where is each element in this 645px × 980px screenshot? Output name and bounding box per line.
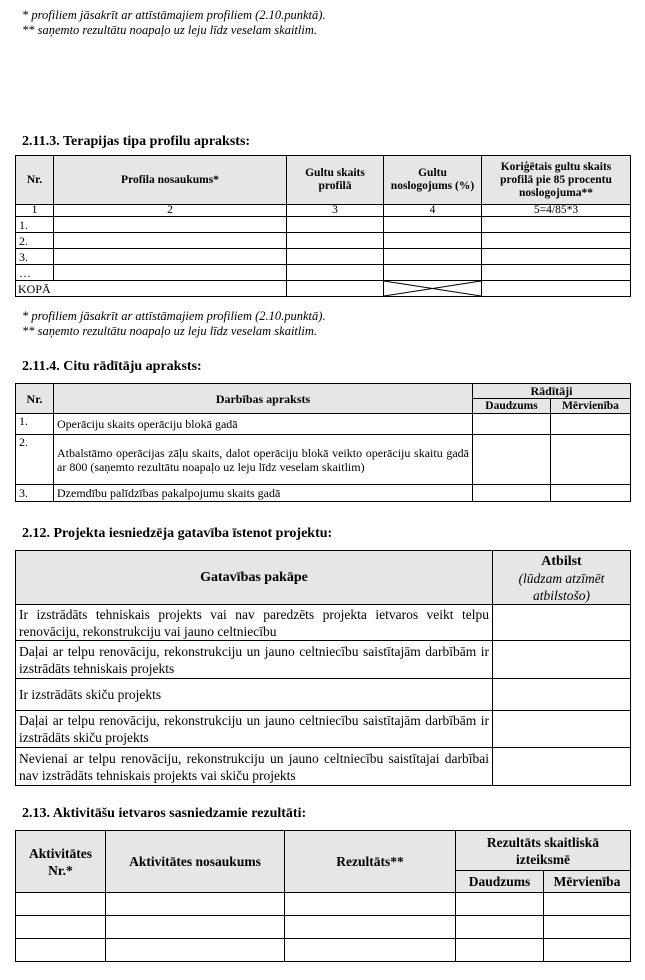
bed-occupancy-cell[interactable]	[384, 233, 482, 249]
row-number: …	[16, 265, 54, 281]
total-bed-count-cell[interactable]	[287, 281, 384, 297]
unit-cell[interactable]	[551, 414, 631, 435]
column-number: 4	[384, 205, 482, 217]
row-number: 3.	[16, 485, 54, 502]
row-number: 2.	[16, 233, 54, 249]
quantity-cell[interactable]	[473, 435, 551, 485]
unit-cell[interactable]	[544, 916, 631, 939]
total-adjusted-beds-cell[interactable]	[482, 281, 631, 297]
table-row	[16, 414, 631, 435]
result-cell[interactable]	[285, 939, 456, 962]
section-2113-note-2: ** saņemto rezultātu noapaļo uz leju līdz veselam skaitlim.	[22, 324, 318, 338]
header-profile-name: Profila nosaukums*	[54, 156, 287, 205]
readiness-option: Daļai ar telpu renovāciju, rekonstrukciju un jauno celtniecību saistītajām darbībām ir izstrādāts tehniskais projekts	[16, 641, 493, 679]
profile-name-cell[interactable]	[54, 265, 287, 281]
header-match-note: (lūdzam atzīmēt atbilstošo)	[518, 571, 605, 603]
top-note-2: ** saņemto rezultātu noapaļo uz leju līdz veselam skaitlim.	[22, 23, 318, 37]
table-row	[16, 435, 631, 485]
table-row	[16, 233, 631, 249]
results-table	[15, 830, 631, 962]
profile-name-cell[interactable]	[54, 233, 287, 249]
header-nr: Nr.	[16, 156, 54, 205]
header-adjusted-beds: Koriģētais gultu skaits profilā pie 85 procentu noslogojuma**	[482, 156, 631, 205]
header-quantity: Daudzums	[473, 399, 551, 414]
column-number: 5=4/85*3	[482, 205, 631, 217]
table-row	[16, 748, 631, 786]
table-row	[16, 605, 631, 641]
quantity-cell[interactable]	[456, 893, 544, 916]
readiness-option: Ir izstrādāts tehniskais projekts vai nav paredzēts projekta ietvaros veikt telpu renovāciju, rekonstrukciju vai jauno celtniecību	[16, 605, 493, 641]
adjusted-beds-cell[interactable]	[482, 265, 631, 281]
section-2113-note-1: * profiliem jāsakrīt ar attīstāmajiem profiliem (2.10.punktā).	[22, 309, 326, 323]
header-result: Rezultāts**	[285, 831, 456, 893]
column-number: 2	[54, 205, 287, 217]
activity-nr-cell[interactable]	[16, 939, 106, 962]
quantity-cell[interactable]	[456, 939, 544, 962]
bed-occupancy-cell[interactable]	[384, 249, 482, 265]
header-bed-count: Gultu skaits profilā	[287, 156, 384, 205]
header-activity-description: Darbības apraksts	[54, 384, 473, 414]
header-bed-occupancy: Gultu noslogojums (%)	[384, 156, 482, 205]
unit-cell[interactable]	[544, 939, 631, 962]
activity-name-cell[interactable]	[106, 916, 285, 939]
table-row	[16, 485, 631, 502]
profile-name-cell[interactable]	[54, 217, 287, 233]
table-row	[16, 679, 631, 711]
section-2113-title: 2.11.3. Terapijas tipa profilu apraksts:	[22, 134, 251, 149]
adjusted-beds-cell[interactable]	[482, 249, 631, 265]
bed-count-cell[interactable]	[287, 249, 384, 265]
quantity-cell[interactable]	[473, 485, 551, 502]
activity-description: Atbalstāmo operācijas zāļu skaits, dalot operāciju blokā veikto operāciju skaitu gadā ar 800 (saņemto rezultātu noapaļo uz leju līdz veselam skaitlim)	[54, 435, 473, 485]
readiness-option: Ir izstrādāts skiču projekts	[16, 679, 493, 711]
table-row	[16, 711, 631, 748]
section-2114-title: 2.11.4. Citu rādītāju apraksts:	[22, 359, 202, 374]
quantity-cell[interactable]	[456, 916, 544, 939]
top-note-1: * profiliem jāsakrīt ar attīstāmajiem profiliem (2.10.punktā).	[22, 8, 326, 22]
table-row	[16, 217, 631, 233]
header-quantity: Daudzums	[456, 871, 544, 893]
header-activity-name: Aktivitātes nosaukums	[106, 831, 285, 893]
match-checkbox-cell[interactable]	[493, 748, 631, 786]
header-unit: Mērvienība	[551, 399, 631, 414]
table-row	[16, 249, 631, 265]
activity-name-cell[interactable]	[106, 939, 285, 962]
header-numeric-result: Rezultāts skaitliskā izteiksmē	[456, 831, 631, 871]
activity-nr-cell[interactable]	[16, 916, 106, 939]
unit-cell[interactable]	[544, 893, 631, 916]
result-cell[interactable]	[285, 893, 456, 916]
header-unit: Mērvienība	[544, 871, 631, 893]
quantity-cell[interactable]	[473, 414, 551, 435]
match-checkbox-cell[interactable]	[493, 605, 631, 641]
row-number: 1.	[16, 217, 54, 233]
table-row	[16, 265, 631, 281]
bed-count-cell[interactable]	[287, 233, 384, 249]
table-row	[16, 893, 631, 916]
bed-count-cell[interactable]	[287, 217, 384, 233]
total-row	[16, 281, 631, 297]
unit-cell[interactable]	[551, 485, 631, 502]
readiness-option: Daļai ar telpu renovāciju, rekonstrukciju un jauno celtniecību saistītajām darbībām ir izstrādāts skiču projekts	[16, 711, 493, 748]
adjusted-beds-cell[interactable]	[482, 233, 631, 249]
activity-nr-cell[interactable]	[16, 893, 106, 916]
total-label: KOPĀ	[16, 281, 287, 297]
header-match	[493, 551, 631, 605]
header-nr: Nr.	[16, 384, 54, 414]
row-number: 3.	[16, 249, 54, 265]
adjusted-beds-cell[interactable]	[482, 217, 631, 233]
section-212-title: 2.12. Projekta iesniedzēja gatavība īstenot projektu:	[22, 526, 333, 541]
unit-cell[interactable]	[551, 435, 631, 485]
therapy-profile-table	[15, 155, 631, 297]
header-match-label: Atbilst	[541, 554, 582, 569]
table-row	[16, 641, 631, 679]
total-occupancy-crossed-cell	[384, 281, 482, 297]
column-number: 1	[16, 205, 54, 217]
column-number: 3	[287, 205, 384, 217]
bed-count-cell[interactable]	[287, 265, 384, 281]
activity-description: Operāciju skaits operāciju blokā gadā	[54, 414, 473, 435]
row-number: 1.	[16, 414, 54, 435]
activity-description: Dzemdību palīdzības pakalpojumu skaits gadā	[54, 485, 473, 502]
bed-occupancy-cell[interactable]	[384, 217, 482, 233]
readiness-table	[15, 550, 631, 786]
match-checkbox-cell[interactable]	[493, 641, 631, 679]
table-row	[16, 916, 631, 939]
activity-name-cell[interactable]	[106, 893, 285, 916]
header-indicators: Rādītāji	[473, 384, 631, 399]
other-indicators-table	[15, 383, 631, 502]
match-checkbox-cell[interactable]	[493, 679, 631, 711]
row-number: 2.	[16, 435, 54, 485]
section-213-title: 2.13. Aktivitāšu ietvaros sasniedzamie rezultāti:	[22, 806, 307, 821]
table-row	[16, 939, 631, 962]
result-cell[interactable]	[285, 916, 456, 939]
header-readiness-stage: Gatavības pakāpe	[16, 551, 493, 605]
profile-name-cell[interactable]	[54, 249, 287, 265]
bed-occupancy-cell[interactable]	[384, 265, 482, 281]
match-checkbox-cell[interactable]	[493, 711, 631, 748]
header-activity-nr: Aktivitātes Nr.*	[16, 831, 106, 893]
readiness-option: Nevienai ar telpu renovāciju, rekonstrukciju un jauno celtniecību saistītajai darbībai nav izstrādāts tehniskais projekts vai skiču projekts	[16, 748, 493, 786]
cross-icon	[384, 281, 481, 296]
